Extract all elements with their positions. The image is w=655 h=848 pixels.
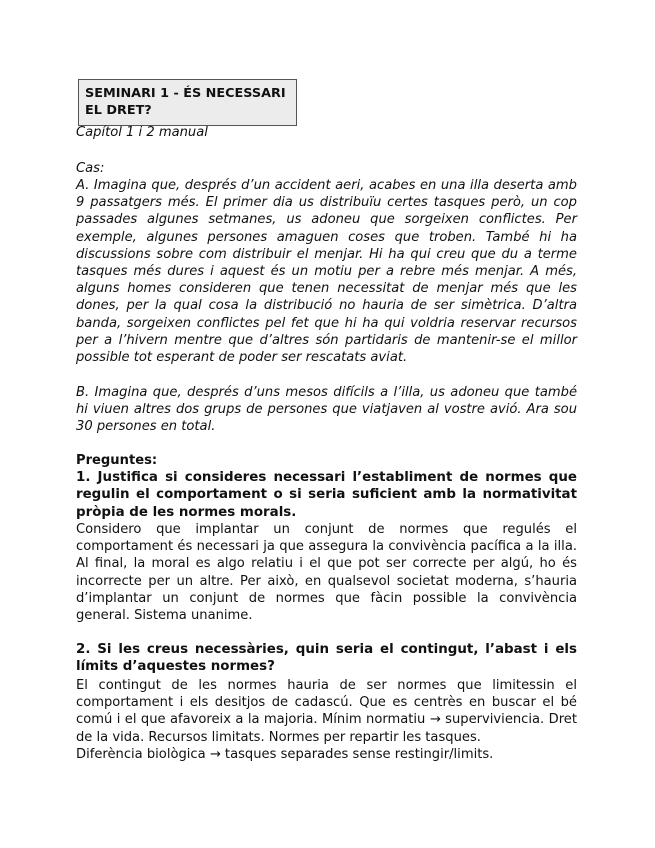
cas-label: Cas: bbox=[76, 161, 105, 176]
questions-label: Preguntes: bbox=[76, 453, 158, 468]
answer-2-line-2: Diferència biològica → tasques separades sense restingir/limits. bbox=[76, 747, 494, 762]
subtitle: Capítol 1 i 2 manual bbox=[76, 125, 208, 140]
case-a-paragraph: A. Imagina que, després d’un accident aeri, acabes en una illa deserta amb 9 passatgers més. El primer dia us distribuïu certes tasques però, un cop passades algunes setmanes, us adoneu que sorgeixen conflictes. Per exemple, algunes persones amaguen coses que troben. També hi ha discussions sobre com distribuir el menjar. Hi ha qui creu que du a terme tasques més dures i aquest és un motiu per a rebre més menjar. A més, alguns homes consideren que tenen necessitat de menjar més que les dones, per la qual cosa la distribució no hauria de ser simètrica. D’altra banda, sorgeixen conflictes pel fet que hi ha qui voldria reservar recursos per a l’hivern mentre que d’altres són partidaris de mantenir-se el millor possible tot esperant de poder ser rescatats aviat. bbox=[76, 178, 577, 366]
title-box: SEMINARI 1 - ÉS NECESSARI EL DRET? bbox=[78, 79, 297, 126]
case-b-paragraph: B. Imagina que, després d’uns mesos difícils a l’illa, us adoneu que també hi viuen altres dos grups de persones que viatjaven al vostre avió. Ara sou 30 persones en total. bbox=[76, 385, 577, 435]
question-2: 2. Si les creus necessàries, quin seria el contingut, l’abast i els límits d’aquestes normes? bbox=[76, 642, 577, 675]
answer-2: El contingut de les normes hauria de ser normes que limitessin el comportament i els desitjos de cadascú. Que es centrès en buscar el bé comú i el que afavoreix a la majoria. Mínim normatiu → superviviencia. Dret de la vida. Recursos limitats. Normes per repartir les tasques. bbox=[76, 678, 577, 745]
question-1: 1. Justifica si consideres necessari l’establiment de normes que regulin el comportament o si seria suficient amb la normativitat pròpia de les normes morals. bbox=[76, 470, 577, 520]
answer-1: Considero que implantar un conjunt de normes que regulés el comportament és necessari ja que assegura la convivència pacífica a la illa. Al final, la moral es algo relatiu i el que pot ser correcte per algú, ho és incorrecte per un altre. Per això, en qualsevol societat moderna, s’hauria d’implantar un conjunt de normes que fàcin possible la convivència general. Sistema unanime. bbox=[76, 522, 577, 624]
